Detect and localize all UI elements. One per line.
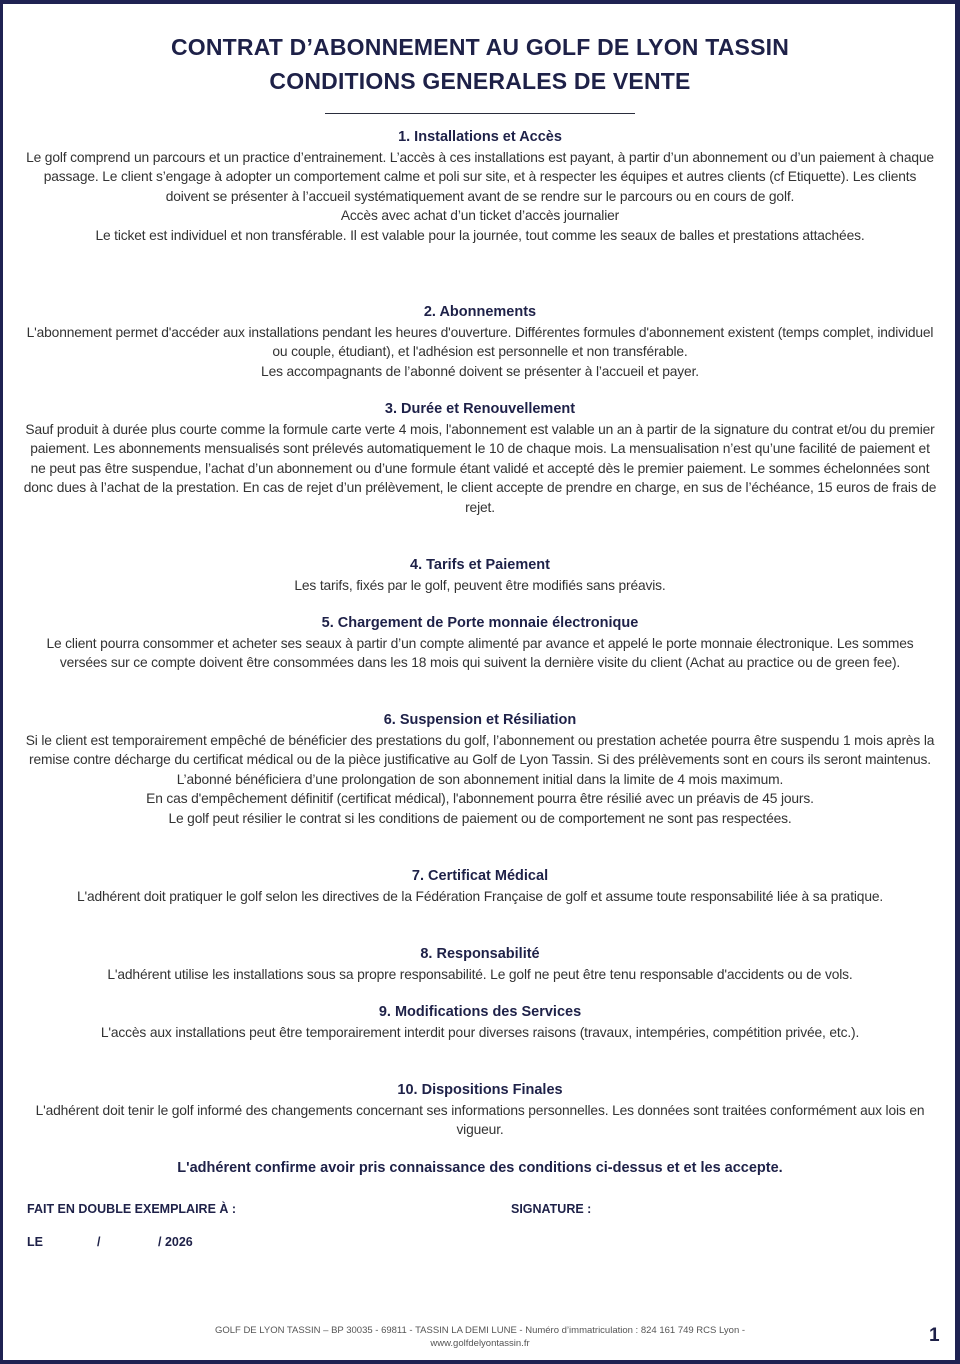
section-responsabilite: [22, 945, 938, 984]
section-paragraph: Sauf produit à durée plus courte comme la formule carte verte 4 mois, l'abonnement est valable un an à partir de la signature du contrat et/ou du premier paiement. Les abonnements mensualisés sont prélevés automatiquement le 10 de chaque mois. La mensualisation n’est qu’une facilité de paiement et ne peut pas être suspendue, l’achat d’un abonnement ou d’une formule étant validé et accepté dès le premier paiement. Le sommes échelonnées sont donc dues à l’achat de la prestation. En cas de rejet d’un prélèvement, le client accepte de prendre en charge, en sus de l’échéance, 15 euros de frais de rejet.: [23, 421, 937, 515]
section-paragraph: Le ticket est individuel et non transférable. Il est valable pour la journée, tout comme les seaux de balles et prestations attachées.: [95, 227, 865, 243]
section-duree-renouvellement: [22, 400, 938, 517]
section-paragraph: Si le client est temporairement empêché de bénéficier des prestations du golf, l’abonnement ou prestation achetée pourra être suspendu 1 mois après la remise contre décharge du certificat médical ou de la pièce justificative au Golf de Lyon Tassin. Si des prélèvements sont en cours ils seront maintenus. L’abonné bénéficiera d’une prolongation de son abonnement initial dans la limite de 4 mois maximum.: [25, 732, 935, 787]
section-abonnements: [22, 303, 938, 381]
title-divider: [325, 113, 635, 114]
section-paragraph: L'adhérent doit tenir le golf informé des changements concernant ses informations personnelles. Les données sont traitées conformément aux lois en vigueur.: [35, 1102, 925, 1137]
section-heading: 9. Modifications des Services: [378, 1004, 582, 1020]
confirmation-statement: L'adhérent confirme avoir pris connaissance des conditions ci-dessus et et les accepte.: [177, 1160, 783, 1176]
section-certificat-medical: [22, 867, 938, 906]
page-number: 1: [929, 1325, 940, 1346]
section-paragraph: L'adhérent doit pratiquer le golf selon les directives de la Fédération Française de golf et assume toute responsabilité liée à sa pratique.: [76, 888, 884, 904]
section-installations-acces: [22, 128, 938, 245]
section-heading: 10. Dispositions Finales: [397, 1082, 563, 1098]
section-porte-monnaie: [22, 614, 938, 673]
section-heading: 2. Abonnements: [423, 304, 537, 320]
section-paragraph: Accès avec achat d’un ticket d’accès journalier: [340, 208, 620, 223]
footer-address: GOLF DE LYON TASSIN – BP 30035 - 69811 - TASSIN LA DEMI LUNE - Numéro d’immatriculation : 824 161 749 RCS Lyon -: [214, 1325, 746, 1336]
footer-website: www.golfdelyontassin.fr: [430, 1338, 530, 1349]
section-heading: 8. Responsabilité: [420, 946, 540, 962]
date-prefix: LE: [27, 1235, 43, 1249]
signature-label: SIGNATURE :: [511, 1202, 592, 1216]
section-paragraph: L'adhérent utilise les installations sous sa propre responsabilité. Le golf ne peut être tenu responsable d'accidents ou de vols.: [107, 966, 853, 982]
section-dispositions-finales: [22, 1081, 938, 1140]
section-paragraph: Le client pourra consommer et acheter ses seaux à partir d’un compte alimenté par avance et appelé le porte monnaie électronique. Les sommes versées sur ce compte doivent être consommées dans les 18 mois qui suivent la dernière visite du client (Achat au practice ou de green fee).: [46, 635, 914, 670]
section-paragraph: Le golf peut résilier le contrat si les conditions de paiement ou de comportement ne sont pas respectées.: [168, 810, 792, 826]
section-heading: 6. Suspension et Résiliation: [383, 712, 577, 728]
date-year: / 2026: [158, 1235, 193, 1249]
section-suspension-resiliation: [22, 711, 938, 828]
page-footer: [160, 1324, 800, 1350]
section-heading: 1. Installations et Accès: [398, 129, 562, 145]
section-heading: 4. Tarifs et Paiement: [410, 557, 550, 573]
section-heading: 3. Durée et Renouvellement: [384, 401, 576, 417]
section-paragraph: Les accompagnants de l’abonné doivent se présenter à l’accueil et payer.: [261, 363, 699, 379]
document-title: [0, 30, 960, 98]
place-label: FAIT EN DOUBLE EXEMPLAIRE À :: [27, 1202, 237, 1216]
title-line-1: CONTRAT D’ABONNEMENT AU GOLF DE LYON TASSIN: [170, 34, 790, 60]
section-tarifs-paiement: [22, 556, 938, 595]
section-heading: 7. Certificat Médical: [411, 868, 549, 884]
section-heading: 5. Chargement de Porte monnaie électronique: [321, 615, 639, 631]
section-modifications-services: [22, 1003, 938, 1042]
date-separator: /: [97, 1235, 101, 1249]
section-paragraph: Les tarifs, fixés par le golf, peuvent être modifiés sans préavis.: [294, 577, 666, 593]
section-paragraph: En cas d'empêchement définitif (certificat médical), l'abonnement pourra être résilié avec un préavis de 45 jours.: [146, 791, 814, 806]
section-paragraph: L'accès aux installations peut être temporairement interdit pour diverses raisons (travaux, intempéries, compétition privée, etc.).: [100, 1024, 860, 1040]
section-paragraph: L'abonnement permet d'accéder aux installations pendant les heures d'ouverture. Différentes formules d'abonnement existent (temps complet, individuel ou couple, étudiant), et l'adhésion est personnelle et non transférable.: [26, 324, 934, 359]
title-line-2: CONDITIONS GENERALES DE VENTE: [269, 68, 691, 94]
section-paragraph: Le golf comprend un parcours et un practice d’entrainement. L’accès à ces installations est payant, à partir d’un abonnement ou d’un paiement à chaque passage. Le client s’engage à adopter un comportement calme et poli sur site, et à respecter les équipes et autres clients (cf Etiquette). Les clients doivent se présenter à l’accueil systématiquement avant de se rendre sur le parcours ou en cours de golf.: [26, 149, 934, 204]
